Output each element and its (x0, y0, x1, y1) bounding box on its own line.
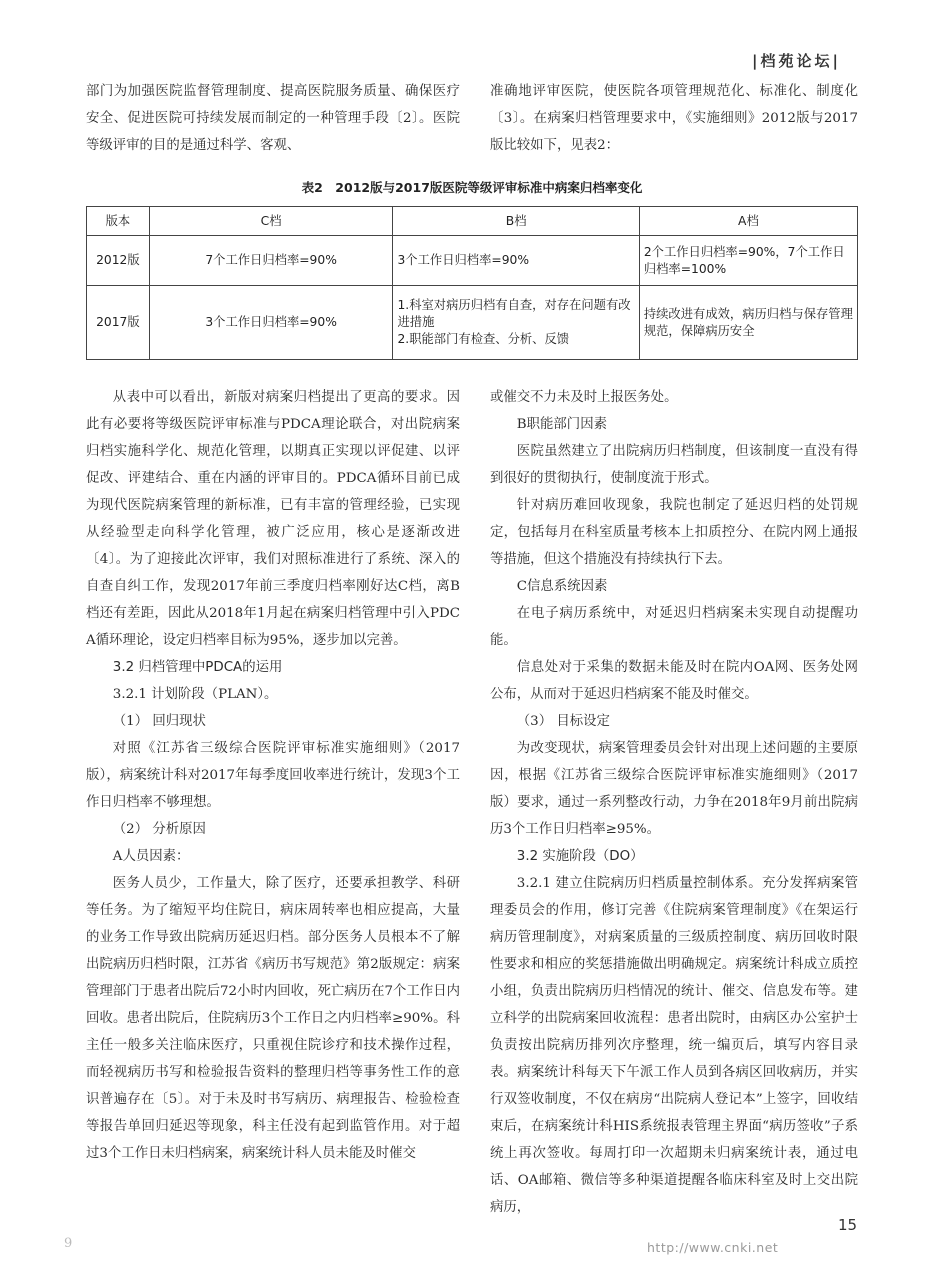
top-right-paragraph: 准确地评审医院，使医院各项管理规范化、标准化、制度化〔3〕。在病案归档管理要求中，《实施细则》2012版与2017版比较如下，见表2： (490, 84, 858, 153)
paragraph: 为改变现状，病案管理委员会针对出现上述问题的主要原因，根据《江苏省三级综合医院评审标准实施细则》（2017版）要求，通过一系列整改行动，力争在2018年9月前出院病历3个工作日归档率≥95%。 (490, 741, 858, 837)
table-header-cell: C档 (149, 207, 393, 236)
table-cell: 持续改进有成效，病历归档与保存管理规范，保障病历安全 (639, 286, 857, 360)
paragraph: 在电子病历系统中，对延迟归档病案未实现自动提醒功能。 (490, 606, 858, 648)
item-heading: （3） 目标设定 (516, 714, 610, 729)
side-mark: 9 (64, 1236, 73, 1251)
item-heading: （2） 分析原因 (112, 822, 206, 837)
table-cell: 7个工作日归档率=90% (149, 236, 393, 286)
paragraph: 针对病历难回收现象，我院也制定了延迟归档的处罚规定，包括每月在科室质量考核本上扣质控分、在院内网上通报等措施，但这个措施没有持续执行下去。 (490, 498, 858, 567)
paragraph: 对照《江苏省三级综合医院评审标准实施细则》（2017版），病案统计科对2017年每季度回收率进行统计，发现3个工作日归档率不够理想。 (86, 741, 460, 810)
table-row (87, 236, 858, 286)
item-heading: A人员因素： (112, 849, 190, 864)
paragraph: 从表中可以看出，新版对病案归档提出了更高的要求。因此有必要将等级医院评审标准与PDCA理论联合，对出院病案归档实施科学化、规范化管理，以期真正实现以评促建、以评促改、评建结合、重在内涵的评审目的。PDCA循环目前已成为现代医院病案管理的新标准，已有丰富的管理经验，已实现从经验型走向科学化管理，被广泛应用，核心是逐渐改进〔4〕。为了迎接此次评审，我们对照标准进行了系统、深入的自查自纠工作，发现2017年前三季度归档率刚好达C档，离B档还有差距，因此从2018年1月起在病案归档管理中引入PDCA循环理论，设定归档率目标为95%，逐步加以完善。 (86, 390, 460, 648)
item-heading: C信息系统因素 (516, 579, 608, 594)
paragraph: 信息处对于采集的数据未能及时在院内OA网、医务处网公布，从而对于延迟归档病案不能及时催交。 (490, 660, 858, 702)
table-cell: 3个工作日归档率=90% (149, 286, 393, 360)
column-header: |档苑论坛| (752, 52, 841, 70)
source-url: http://www.cnki.net (647, 1240, 779, 1255)
section-heading: 3.2 归档管理中PDCA的运用 (112, 660, 283, 675)
table-cell: 2017版 (87, 286, 150, 360)
section-heading: 3.2 实施阶段（DO） (516, 849, 644, 864)
item-heading: （1） 回归现状 (112, 714, 206, 729)
item-heading: B职能部门因素 (516, 417, 607, 432)
page-number: 15 (838, 1216, 858, 1234)
table-caption: 表2 2012版与2017版医院等级评审标准中病案归档率变化 (301, 180, 643, 195)
paragraph: 或催交不力未及时上报医务处。 (490, 390, 678, 405)
table-cell: 3个工作日归档率=90% (393, 236, 639, 286)
table-cell: 2012版 (87, 236, 150, 286)
paragraph: 医院虽然建立了出院病历归档制度，但该制度一直没有得到很好的贯彻执行，使制度流于形式。 (490, 444, 858, 486)
table-cell-line: 1.科室对病历归档有自查，对存在问题有改进措施 (397, 298, 631, 329)
subsection-heading: 3.2.1 计划阶段（PLAN）。 (112, 687, 278, 702)
table-cell-line: 2.职能部门有检查、分析、反馈 (397, 332, 570, 346)
table-cell: 2个工作日归档率=90%，7个工作日归档率=100% (639, 236, 857, 286)
table-row (87, 286, 858, 360)
table-header-cell: B档 (393, 207, 639, 236)
paragraph: 3.2.1 建立住院病历归档质量控制体系。充分发挥病案管理委员会的作用，修订完善《住院病案管理制度》《在架运行病历管理制度》，对病案质量的三级质控制度、病历回收时限性要求和相应的奖惩措施做出明确规定。病案统计科成立质控小组，负责出院病历归档情况的统计、催交、信息发布等。建立科学的出院病案回收流程：患者出院时，由病区办公室护士负责按出院病历排列次序整理，统一编页后，填写内容目录表。病案统计科每天下午派工作人员到各病区回收病历，并实行双签收制度，不仅在病房“出院病人登记本”上签字，回收结束后，在病案统计科HIS系统报表管理主界面“病历签收”子系统上再次签收。每周打印一次超期未归病案统计表，通过电话、OA邮箱、微信等多种渠道提醒各临床科室及时上交出院病历， (490, 876, 858, 1215)
top-left-paragraph: 部门为加强医院监督管理制度、提高医院服务质量、确保医疗安全、促进医院可持续发展而制定的一种管理手段〔2〕。医院等级评审的目的是通过科学、客观、 (86, 84, 460, 153)
table-header-row (87, 207, 858, 236)
table-cell (393, 286, 639, 360)
right-column (490, 384, 858, 1221)
table-header-cell: 版本 (87, 207, 150, 236)
paragraph: 医务人员少，工作量大，除了医疗，还要承担教学、科研等任务。为了缩短平均住院日，病床周转率也相应提高，大量的业务工作导致出院病历延迟归档。部分医务人员根本不了解出院病历归档时限，江苏省《病历书写规范》第2版规定：病案管理部门于患者出院后72小时内回收，死亡病历在7个工作日内回收。患者出院后，住院病历3个工作日之内归档率≥90%。科主任一般多关注临床医疗，只重视住院诊疗和技术操作过程，而轻视病历书写和检验报告资料的整理归档等事务性工作的意识普遍存在〔5〕。对于未及时书写病历、病理报告、检验检查等报告单回归延迟等现象，科主任没有起到监管作用。对于超过3个工作日未归档病案，病案统计科人员未能及时催交 (86, 876, 460, 1161)
table-header-cell: A档 (639, 207, 857, 236)
left-column (86, 384, 460, 1167)
archive-rate-table (86, 206, 858, 360)
